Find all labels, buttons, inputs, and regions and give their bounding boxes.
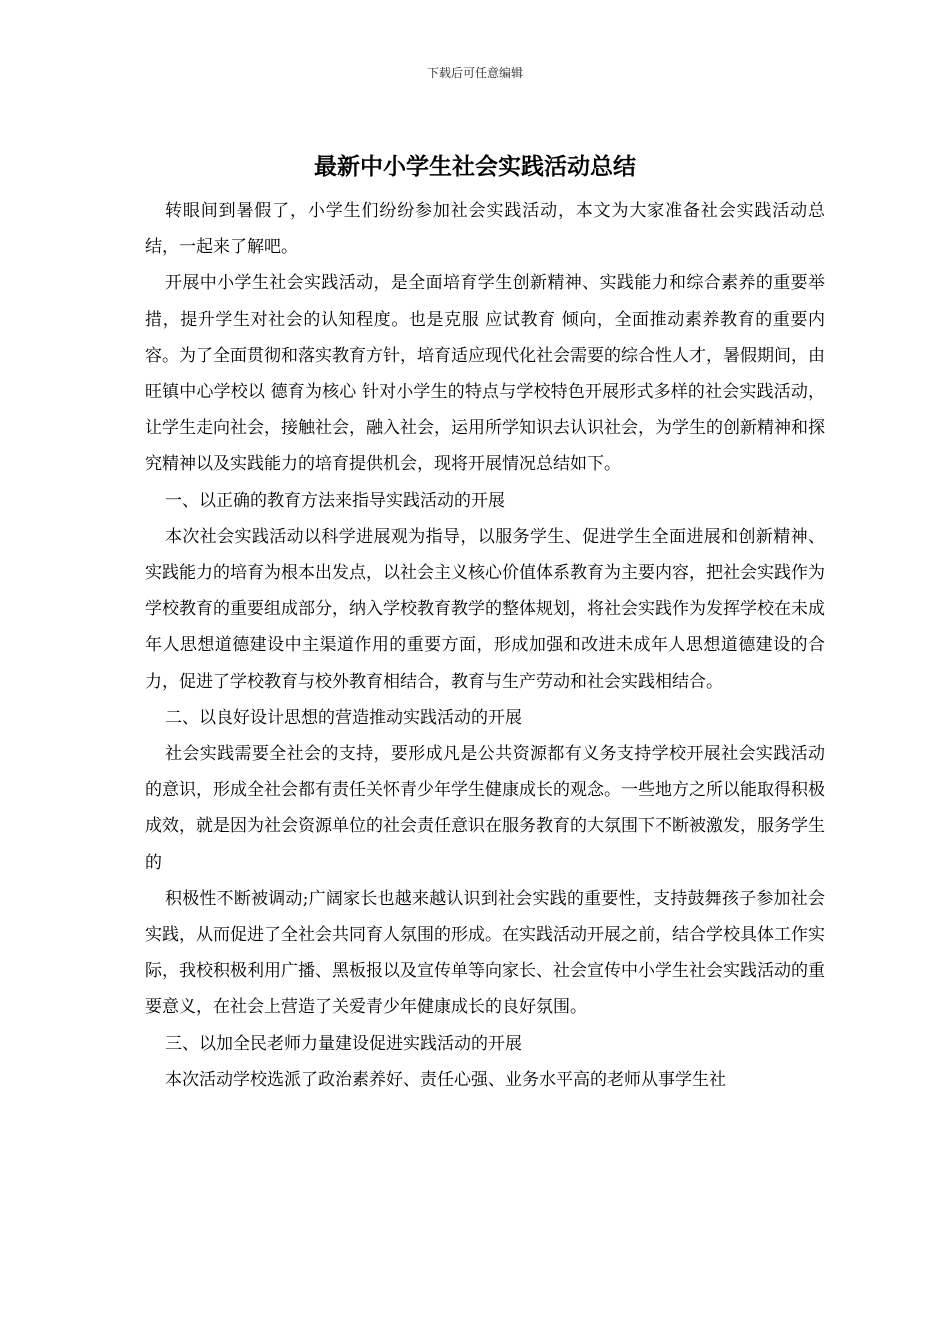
paragraph-section-1: 本次社会实践活动以科学进展观为指导，以服务学生、促进学生全面进展和创新精神、实践能力的培育为根本出发点，以社会主义核心价值体系教育为主要内容，把社会实践作为学校教育的重要组成部分，纳入学校教育教学的整体规划，将社会实践作为发挥学校在未成年人思想道德建设中主渠道作用的重要方面，形成加强和改进未成年人思想道德建设的合力，促进了学校教育与校外教育相结合，教育与生产劳动和社会实践相结合。 <box>145 526 825 692</box>
paragraph-section-2a: 社会实践需要全社会的支持，要形成凡是公共资源都有义务支持学校开展社会实践活动的意识，形成全社会都有责任关怀青少年学生健康成长的观念。一些地方之所以能取得积极成效，就是因为社会资源单位的社会责任意识在服务教育的大氛围下不断被激发，服务学生的 <box>145 744 825 873</box>
section-heading-3: 三、以加全民老师力量建设促进实践活动的开展 <box>165 1033 522 1054</box>
section-heading-2: 二、以良好设计思想的营造推动实践活动的开展 <box>165 707 522 728</box>
section-heading-1: 一、以正确的教育方法来指导实践活动的开展 <box>165 490 505 511</box>
paragraph-background: 开展中小学生社会实践活动，是全面培育学生创新精神、实践能力和综合素养的重要举措，提升学生对社会的认知程度。也是克服 应试教育 倾向，全面推动素养教育的重要内容。为了全面贯彻和落实教育方针，培育适应现代化社会需要的综合性人才，暑假期间，由旺镇中心学校以 德育为核心 针对小学生的特点与学校特色开展形式多样的社会实践活动，让学生走向社会，接触社会，融入社会，运用所学知识去认识社会，为学生的创新精神和探究精神以及实践能力的培育提供机会，现将开展情况总结如下。 <box>145 273 825 475</box>
paragraph-intro: 转眼间到暑假了，小学生们纷纷参加社会实践活动，本文为大家准备社会实践活动总结，一起来了解吧。 <box>145 201 825 258</box>
header-note: 下载后可任意编辑 <box>426 66 523 80</box>
document-title: 最新中小学生社会实践活动总结 <box>314 153 636 180</box>
paragraph-section-3: 本次活动学校选派了政治素养好、责任心强、业务水平高的老师从事学生社 <box>165 1069 726 1090</box>
paragraph-section-2b: 积极性不断被调动;广阔家长也越来越认识到社会实践的重要性，支持鼓舞孩子参加社会实践，从而促进了全社会共同育人氛围的形成。在实践活动开展之前，结合学校具体工作实际，我校积极利用广播、黑板报以及宣传单等向家长、社会宣传中小学生社会实践活动的重要意义，在社会上营造了关爱青少年健康成长的良好氛围。 <box>145 888 825 1018</box>
document-body <box>145 193 825 1098</box>
